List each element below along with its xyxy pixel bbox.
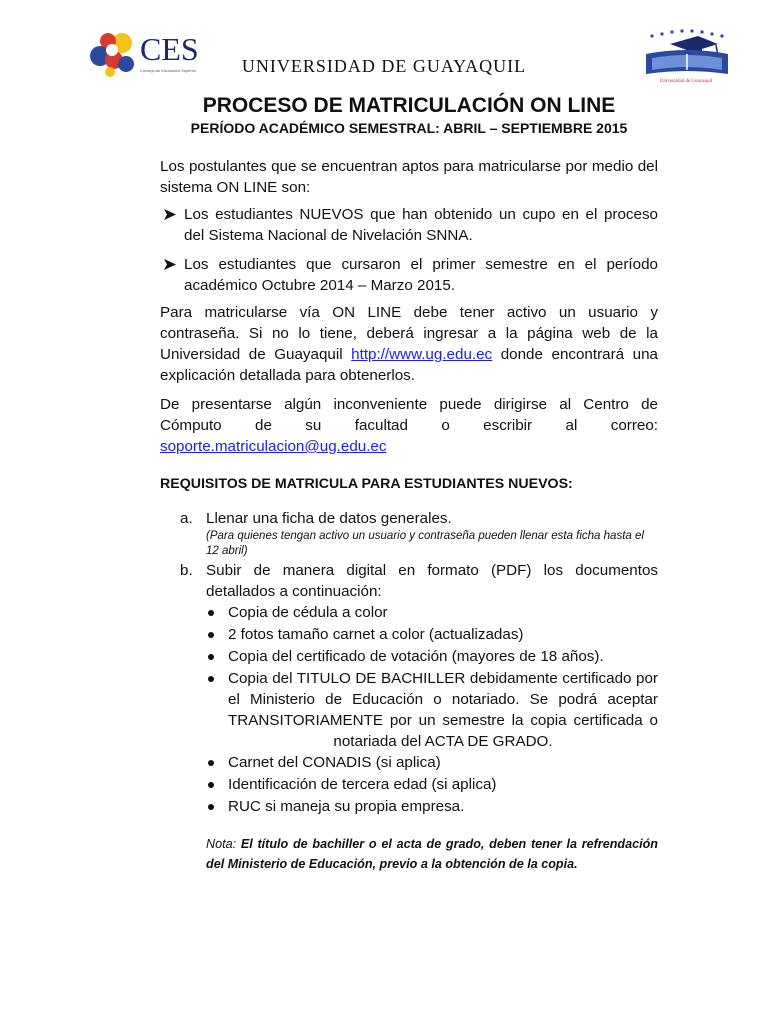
ces-logo-text: CES (140, 31, 199, 67)
eligible-item-text: Los estudiantes NUEVOS que han obtenido un cupo en el proceso del Sistema Nacional de Nivelación SNNA. (184, 206, 658, 244)
ces-logo-subtext: Consejo de Educación Superior (140, 68, 197, 73)
credentials-text-after: donde encontrará una explicación detallada para obtenerlos. (160, 346, 659, 384)
credentials-text-before: Para matricularse vía ON LINE debe tener activo un usuario y contraseña. Si no lo tiene, deberá ingresar a la página web de la Universidad de Guayaquil (160, 304, 658, 363)
document-item: RUC si maneja su propia empresa. (228, 798, 465, 815)
eligible-item (184, 204, 658, 246)
ug-logo-caption: Universidad de Guayaquil (659, 79, 713, 84)
eligible-item (184, 254, 658, 296)
document-item: Carnet del CONADIS (si aplica) (228, 754, 441, 771)
document-item: 2 fotos tamaño carnet a color (actualizadas) (228, 626, 524, 643)
requirements-heading: REQUISITOS DE MATRICULA PARA ESTUDIANTES NUEVOS: (160, 476, 573, 492)
requirement-text: Subir de manera digital en formato (PDF) los documentos detallados a continuación: (206, 562, 658, 600)
document-item: Copia de cédula a color (228, 604, 388, 621)
credentials-paragraph (160, 302, 658, 386)
page-subtitle: PERÍODO ACADÉMICO SEMESTRAL: ABRIL – SEPTIEMBRE 2015 (190, 120, 628, 136)
note-paragraph (206, 834, 658, 874)
document-item: Copia del certificado de votación (mayores de 18 años). (228, 648, 604, 665)
requirement-letter: a. (180, 510, 193, 527)
arrow-bullet-icon (164, 254, 178, 275)
requirement-text: Llenar una ficha de datos generales. (206, 510, 452, 527)
intro-paragraph: Los postulantes que se encuentran aptos para matricularse por medio del sistema ON LINE son: (160, 158, 658, 196)
document-item: Copia del TITULO DE BACHILLER debidamente certificado por el Ministerio de Educación o notariado. Se podrá aceptar TRANSITORIAMENTE por un semestre la copia certificada o notariada del ACTA DE GRADO. (228, 670, 658, 750)
requirement-letter: b. (180, 562, 193, 579)
document-item: Identificación de tercera edad (si aplica) (228, 776, 497, 793)
page-title: PROCESO DE MATRICULACIÓN ON LINE (202, 94, 616, 117)
graduation-cap-emblem-icon (632, 28, 742, 80)
ug-website-link[interactable]: http://www.ug.edu.ec (351, 346, 493, 363)
support-email-line (160, 436, 658, 457)
support-paragraph: De presentarse algún inconveniente puede dirigirse al Centro de Cómputo de su facultad o escribir al correo: (160, 396, 658, 434)
ug-logo (632, 28, 742, 92)
support-email-link[interactable]: soporte.matriculacion@ug.edu.ec (160, 438, 387, 455)
requirement-note: (Para quienes tengan activo un usuario y contraseña pueden llenar esta ficha hasta el 12 abril) (206, 530, 644, 557)
eligible-item-text: Los estudiantes que cursaron el primer semestre en el período académico Octubre 2014 – Marzo 2015. (184, 256, 658, 294)
arrow-bullet-icon (164, 204, 178, 225)
university-name: UNIVERSIDAD DE GUAYAQUIL (241, 56, 527, 76)
note-label: Nota: (206, 837, 237, 851)
note-text: El título de bachiller o el acta de grado, deben tener la refrendación del Ministerio de Educación, previo a la obtención de la copia. (206, 837, 658, 871)
